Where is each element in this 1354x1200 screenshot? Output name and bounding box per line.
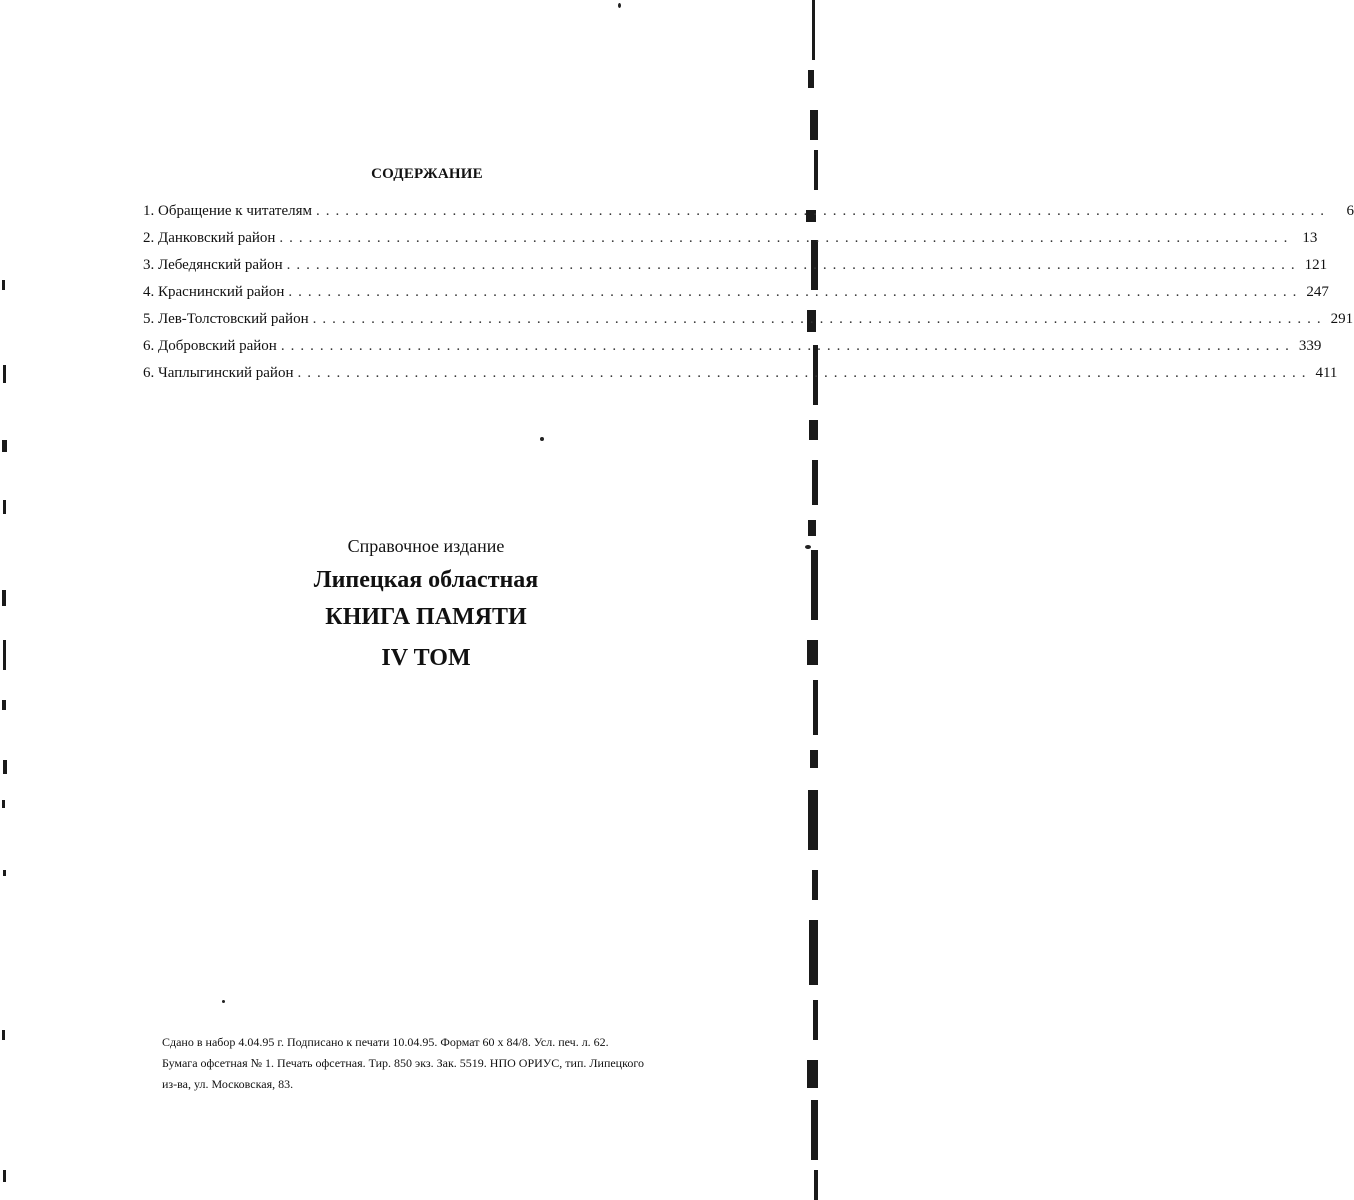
scan-speck: [618, 3, 621, 8]
imprint-line-1: Сдано в набор 4.04.95 г. Подписано к печати 10.04.95. Формат 60 х 84/8. Усл. печ. л. 62.: [162, 1035, 609, 1049]
edition-type: Справочное издание: [347, 536, 505, 556]
toc-entry: [143, 198, 1354, 225]
toc-dot-leader: ........................................................................................................: [288, 284, 1303, 300]
toc-entry: [143, 252, 1328, 279]
toc-entry-label: 6. Добровский район: [143, 338, 277, 354]
toc-dot-leader: ........................................................................................................: [286, 257, 1301, 273]
toc-entry-label: 2. Данковский район: [143, 230, 276, 246]
imprint-line-3: из-ва, ул. Московская, 83.: [162, 1077, 294, 1091]
book-title-line-2: КНИГА ПАМЯТИ: [325, 604, 527, 630]
volume-label: IV ТОМ: [381, 645, 471, 671]
imprint-line-2: Бумага офсетная № 1. Печать офсетная. Тир. 850 экз. Зак. 5519. НПО ОРИУС, тип. Липецкого: [162, 1056, 644, 1070]
toc-entry-page: 6: [1346, 203, 1354, 219]
toc-entry-label: 4. Краснинский район: [143, 284, 285, 300]
toc-entry-page: 339: [1298, 338, 1322, 354]
toc-entry-page: 13: [1302, 230, 1318, 246]
toc-entry-label: 1. Обращение к читателям: [143, 203, 312, 219]
toc-entry-label: 6. Чаплыгинский район: [143, 365, 294, 381]
imprint-block: [162, 1032, 682, 1095]
toc-dot-leader: ........................................................................................................: [279, 230, 1294, 246]
toc-entry: [143, 279, 1329, 306]
toc-entry-page: 291: [1330, 311, 1354, 327]
toc-dot-leader: ........................................................................................................: [312, 311, 1327, 327]
toc-entry-page: 247: [1306, 284, 1329, 300]
toc-entry: [143, 306, 1354, 333]
scan-speck: [222, 1000, 225, 1003]
toc-entry-page: 411: [1315, 365, 1338, 381]
toc-dot-leader: ........................................................................................................: [316, 203, 1330, 219]
toc-heading: СОДЕРЖАНИЕ: [371, 166, 483, 182]
toc-entry-label: 3. Лебедянский район: [143, 257, 283, 273]
toc-entry-label: 5. Лев-Толстовский район: [143, 311, 309, 327]
scan-speck: [540, 437, 544, 441]
toc-entry: [143, 225, 1318, 252]
book-title-line-1: Липецкая областная: [313, 567, 539, 593]
table-of-contents: [143, 198, 1354, 387]
toc-entry: [143, 360, 1338, 387]
toc-entry: [143, 333, 1322, 360]
toc-dot-leader: ........................................................................................................: [280, 338, 1295, 354]
toc-dot-leader: ........................................................................................................: [297, 365, 1312, 381]
toc-entry-page: 121: [1304, 257, 1328, 273]
